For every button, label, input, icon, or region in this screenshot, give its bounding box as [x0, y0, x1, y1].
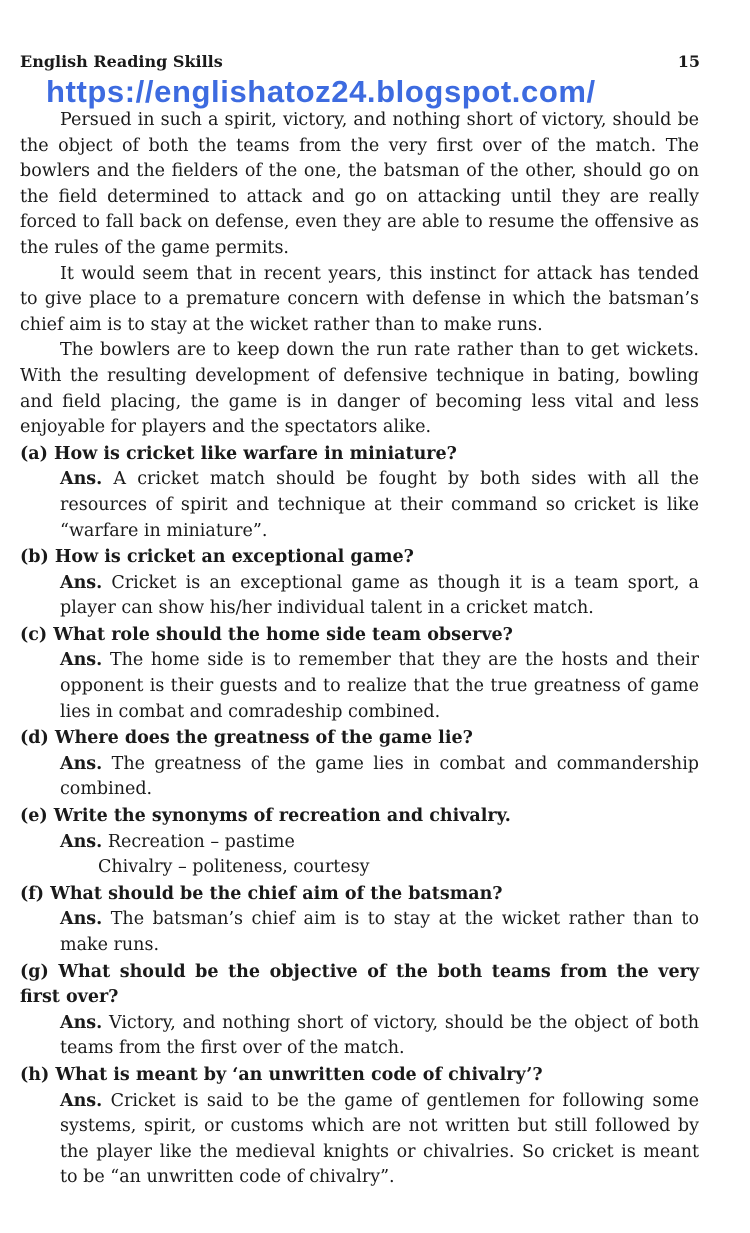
- ans-label: Ans.: [60, 1090, 103, 1111]
- qa-item-h: [20, 1063, 699, 1191]
- answer: [20, 1011, 699, 1062]
- answer: [20, 752, 699, 803]
- page-content: [20, 108, 699, 1191]
- answer-text: The home side is to remember that they are the hosts and their opponent is their guests and to realize that the true greatness of game lies in combat and comradeship combined.: [60, 650, 699, 722]
- qa-item-b: [20, 545, 699, 622]
- answer-text: The batsman’s chief aim is to stay at the wicket rather than to make runs.: [60, 909, 699, 955]
- ans-label: Ans.: [60, 753, 103, 774]
- qa-item-f: [20, 882, 699, 959]
- qa-item-c: [20, 623, 699, 725]
- paragraph-2: It would seem that in recent years, this instinct for attack has tended to give place to a premature concern with defense in which the batsman’s chief aim is to stay at the wicket rather than to make runs.: [20, 263, 699, 335]
- answer-text: Recreation – pastime: [107, 831, 295, 852]
- question: (b) How is cricket an exceptional game?: [20, 547, 414, 568]
- answer: [20, 907, 699, 958]
- ans-label: Ans.: [60, 650, 103, 671]
- blog-url-watermark: https://englishatoz24.blogspot.com/: [46, 74, 596, 109]
- page-header: [20, 52, 700, 76]
- answer-text: The greatness of the game lies in combat and commandership combined.: [60, 753, 699, 800]
- ans-label: Ans.: [60, 909, 103, 930]
- question: (f) What should be the chief aim of the batsman?: [20, 883, 503, 904]
- answer-text: Cricket is said to be the game of gentlemen for following some systems, spirit, or customs which are not written but still followed by the player like the medieval knights or chivalries. So cricket is meant to be “an unwritten code of chivalry”.: [60, 1090, 699, 1188]
- question: (a) How is cricket like warfare in miniature?: [20, 443, 457, 464]
- question: (h) What is meant by ‘an unwritten code of chivalry’?: [20, 1064, 543, 1085]
- answer: [20, 571, 699, 622]
- answer: [20, 830, 699, 856]
- answer-text: A cricket match should be fought by both sides with all the resources of spirit and technique at their command so cricket is like “warfare in miniature”.: [60, 469, 699, 541]
- answer: [20, 1089, 699, 1191]
- qa-item-d: [20, 726, 699, 803]
- page-number: 15: [677, 52, 700, 71]
- qa-item-g: [20, 960, 699, 1062]
- ans-label: Ans.: [60, 1012, 103, 1033]
- paragraph-3: The bowlers are to keep down the run rate rather than to get wickets. With the resulting development of defensive technique in bating, bowling and field placing, the game is in danger of becoming less vital and less enjoyable for players and the spectators alike.: [20, 340, 699, 438]
- paragraph-1: Persued in such a spirit, victory, and nothing short of victory, should be the object of both the teams from the very first over of the match. The bowlers and the fielders of the one, the batsman of the other, should go on the field determined to attack and go on attacking until they are really forced to fall back on defense, even they are able to resume the offensive as the rules of the game permits.: [20, 110, 699, 258]
- qa-item-a: [20, 442, 699, 544]
- answer-text: Cricket is an exceptional game as though it is a team sport, a player can show his/her individual talent in a cricket match.: [60, 572, 699, 619]
- ans-label: Ans.: [60, 469, 103, 490]
- question: (e) Write the synonyms of recreation and chivalry.: [20, 806, 511, 827]
- answer-text: Victory, and nothing short of victory, should be the object of both teams from the first over of the match.: [60, 1012, 699, 1059]
- book-title: English Reading Skills: [20, 52, 223, 71]
- answer: [20, 467, 699, 544]
- ans-label: Ans.: [60, 831, 103, 852]
- ans-label: Ans.: [60, 572, 103, 593]
- qa-item-e: [20, 804, 699, 881]
- answer: [20, 648, 699, 725]
- question: (c) What role should the home side team observe?: [20, 624, 513, 645]
- question: (g) What should be the objective of the both teams from the very first over?: [20, 961, 699, 1008]
- question: (d) Where does the greatness of the game lie?: [20, 728, 473, 749]
- answer-line-2: Chivalry – politeness, courtesy: [98, 857, 370, 878]
